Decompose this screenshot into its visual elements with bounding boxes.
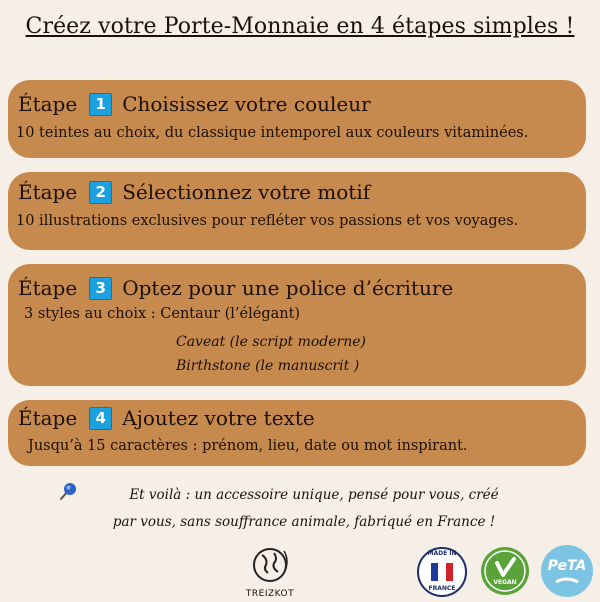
vegan-badge [480, 546, 530, 596]
step-card-4 [8, 400, 586, 466]
brand-name: TREIZKOT [245, 589, 295, 599]
brand-logo [240, 545, 300, 600]
step-description: Jusqu’à 15 caractères : prénom, lieu, date ou mot inspirant. [28, 438, 468, 454]
step-heading-4 [18, 406, 315, 430]
step-number-badge: 1 [89, 93, 112, 116]
leaf-icon [480, 546, 530, 596]
step-label: Étape [18, 276, 78, 300]
font-option-caveat: Caveat (le script moderne) [176, 334, 366, 350]
vegan-label: VEGAN [493, 579, 517, 586]
step-label: Étape [18, 92, 78, 116]
font-option-birthstone: Birthstone (le manuscrit ) [176, 358, 360, 374]
step-number-badge: 3 [89, 277, 112, 300]
step-description: 3 styles au choix : Centaur (l’élégant) [24, 306, 301, 322]
step-heading-1 [18, 92, 371, 116]
step-description: 10 teintes au choix, du classique intemporel aux couleurs vitaminées. [16, 125, 529, 141]
step-card-3 [8, 264, 586, 386]
step-description: 10 illustrations exclusives pour refléter vos passions et vos voyages. [16, 213, 519, 229]
page-title: Créez votre Porte-Monnaie en 4 étapes simples ! [25, 14, 575, 39]
peta-badge [540, 544, 594, 598]
footer-line-2: par vous, sans souffrance animale, fabriqué en France ! [112, 514, 496, 530]
step-card-2 [8, 172, 586, 250]
peta-label: PeTA [547, 558, 587, 574]
step-number-badge: 4 [89, 407, 112, 430]
step-heading-3 [18, 276, 453, 300]
step-title: Sélectionnez votre motif [122, 180, 371, 204]
step-label: Étape [18, 406, 78, 430]
made-in-france-badge [416, 546, 468, 598]
footer-line-1: Et voilà : un accessoire unique, pensé pour vous, créé [129, 487, 499, 503]
step-label: Étape [18, 180, 78, 204]
step-number-badge: 2 [89, 181, 112, 204]
globe-icon [240, 545, 300, 587]
step-card-1 [8, 80, 586, 158]
step-title: Ajoutez votre texte [122, 406, 315, 430]
made-in-label: MADE IN [427, 550, 457, 557]
france-label: FRANCE [428, 585, 456, 592]
step-heading-2 [18, 180, 370, 204]
step-title: Optez pour une police d’écriture [122, 276, 454, 300]
step-title: Choisissez votre couleur [122, 92, 371, 116]
